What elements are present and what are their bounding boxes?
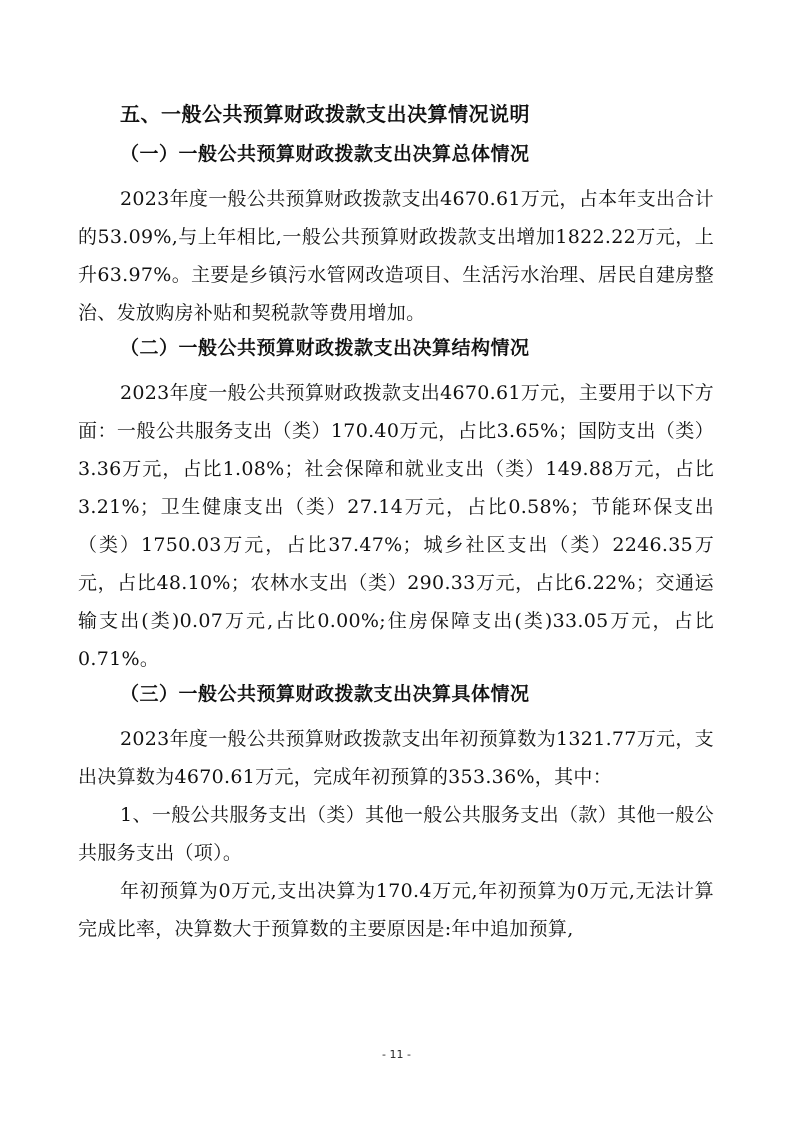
paragraph-details-item-1: 1、一般公共服务支出（类）其他一般公共服务支出（款）其他一般公共服务支出（项）。: [78, 804, 714, 864]
paragraph-details-summary: 2023年度一般公共预算财政拨款支出年初预算数为1321.77万元，支出决算数为4670.61万元，完成年初预算的353.36%，其中：: [78, 728, 714, 788]
paragraph-overall: 2023年度一般公共预算财政拨款支出4670.61万元，占本年支出合计的53.09%,与上年相比,一般公共预算财政拨款支出增加1822.22万元，上升63.97%。主要是乡镇污水管网改造项目、生活污水治理、居民自建房整治、发放购房补贴和契税款等费用增加。: [78, 188, 714, 324]
section-title: 五、一般公共预算财政拨款支出决算情况说明: [120, 102, 530, 126]
paragraph-structure: 2023年度一般公共预算财政拨款支出4670.61万元，主要用于以下方面：一般公共服务支出（类）170.40万元，占比3.65%；国防支出（类）3.36万元，占比1.08%；社会保障和就业支出（类）149.88万元，占比3.21%；卫生健康支出（类）27.14万元，占比0.58%；节能环保支出（类）1750.03万元，占比37.47%；城乡社区支出（类）2246.35万元，占比48.10%；农林水支出（类）290.33万元，占比6.22%；交通运输支出(类)0.07万元,占比0.00%;住房保障支出(类)33.05万元，占比0.71%。: [78, 382, 714, 670]
document-page: [78, 100, 714, 948]
subsection-title-overall: （一）一般公共预算财政拨款支出决算总体情况: [120, 143, 530, 165]
paragraph-details-item-1-explanation: 年初预算为0万元,支出决算为170.4万元,年初预算为0万元,无法计算完成比率，决算数大于预算数的主要原因是:年中追加预算,: [78, 880, 714, 940]
subsection-title-structure: （二）一般公共预算财政拨款支出决算结构情况: [120, 337, 530, 359]
subsection-title-details: （三）一般公共预算财政拨款支出决算具体情况: [120, 683, 530, 705]
page-number: - 11 -: [382, 1048, 411, 1061]
